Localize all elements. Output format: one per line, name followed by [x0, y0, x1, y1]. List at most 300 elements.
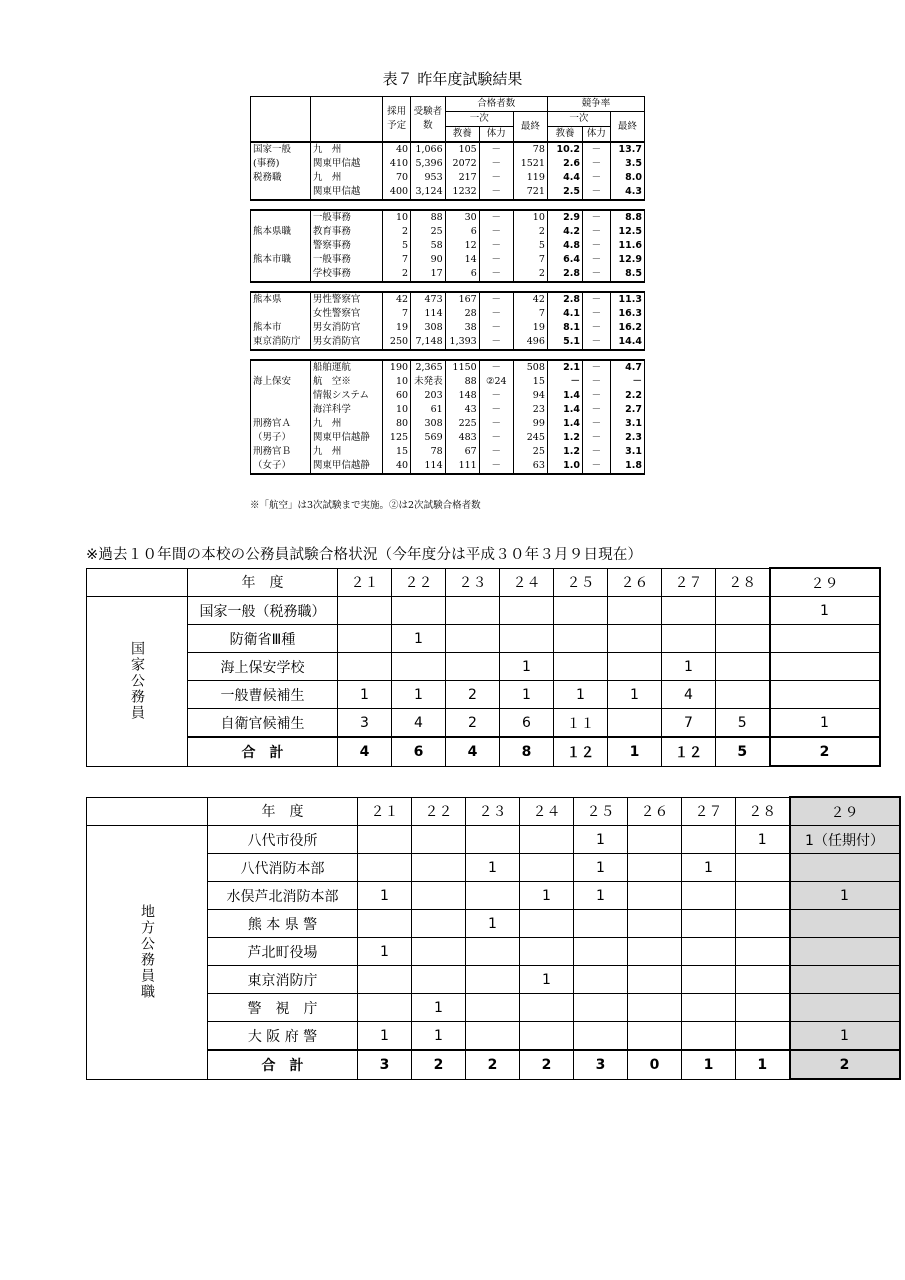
- table-row: [251, 321, 645, 335]
- table-row: [87, 709, 880, 738]
- count-cell: [736, 938, 790, 966]
- cell-e: 17: [411, 267, 446, 282]
- cell-c2: －: [583, 403, 611, 417]
- cell-p2: －: [479, 157, 513, 171]
- year-header-cell: ２８: [716, 568, 770, 597]
- count-cell: [716, 597, 770, 625]
- year-header-cell: ２７: [662, 568, 716, 597]
- cell-p2: －: [479, 142, 513, 157]
- count-cell: [466, 882, 520, 910]
- year-label: 年 度: [188, 568, 338, 597]
- table-row: [87, 966, 900, 994]
- cell-c1: 2.6: [547, 157, 582, 171]
- table-row: [251, 142, 645, 157]
- cell-pf: 23: [513, 403, 547, 417]
- cell-a: 40: [383, 142, 411, 157]
- cell-p2: －: [479, 292, 513, 307]
- table-row: [87, 653, 880, 681]
- total-cell: 1: [736, 1050, 790, 1079]
- cell-pf: 7: [513, 253, 547, 267]
- row-region-label: 船舶運航: [310, 360, 382, 375]
- cell-cf: 8.5: [610, 267, 644, 282]
- cell-cf: 2.2: [610, 389, 644, 403]
- count-cell: [574, 938, 628, 966]
- count-cell: [554, 625, 608, 653]
- count-cell: [412, 938, 466, 966]
- row-name: 国家一般（税務職）: [188, 597, 338, 625]
- cell-e: 308: [411, 417, 446, 431]
- group-gap: [251, 200, 645, 210]
- cell-cf: 4.3: [610, 185, 644, 200]
- cell-cf: 2.7: [610, 403, 644, 417]
- count-cell: [736, 994, 790, 1022]
- count-cell: [628, 826, 682, 854]
- count-cell: 1: [554, 681, 608, 709]
- cell-p1: 217: [445, 171, 479, 185]
- count-cell: 1: [770, 597, 880, 625]
- year-header-cell: ２５: [574, 797, 628, 826]
- count-cell: 1: [500, 681, 554, 709]
- count-cell: [446, 597, 500, 625]
- count-cell: 1: [392, 681, 446, 709]
- year-header-cell: ２７: [682, 797, 736, 826]
- table-row: [87, 681, 880, 709]
- cell-a: 410: [383, 157, 411, 171]
- cell-c2: －: [583, 225, 611, 239]
- cell-p1: 111: [445, 459, 479, 474]
- count-cell: [358, 826, 412, 854]
- cell-pf: 2: [513, 267, 547, 282]
- year-label: 年 度: [208, 797, 358, 826]
- cell-pf: 2: [513, 225, 547, 239]
- header-comp: 競争率: [547, 97, 644, 112]
- count-cell: [608, 625, 662, 653]
- cell-e: 114: [411, 307, 446, 321]
- cell-a: 60: [383, 389, 411, 403]
- count-cell: 1: [412, 1022, 466, 1051]
- count-cell: [608, 709, 662, 738]
- cell-c1: 4.1: [547, 307, 582, 321]
- cell-a: 19: [383, 321, 411, 335]
- cell-c2: －: [583, 417, 611, 431]
- cell-cf: 16.3: [610, 307, 644, 321]
- row-region-label: 一般事務: [310, 253, 382, 267]
- year-header-cell: ２６: [608, 568, 662, 597]
- gap-cell: [251, 200, 645, 210]
- header-first: 一次: [445, 112, 513, 127]
- table-row: [87, 826, 900, 854]
- cell-c1: 2.1: [547, 360, 582, 375]
- cell-p2: －: [479, 307, 513, 321]
- cell-c2: －: [583, 267, 611, 282]
- count-cell: [338, 625, 392, 653]
- table-row: [251, 267, 645, 282]
- cell-c2: －: [583, 185, 611, 200]
- cell-pf: 94: [513, 389, 547, 403]
- header-phys2: 体力: [583, 127, 611, 143]
- cell-a: 80: [383, 417, 411, 431]
- row-region-label: 女性警察官: [310, 307, 382, 321]
- cell-p1: 483: [445, 431, 479, 445]
- cell-pf: 721: [513, 185, 547, 200]
- count-cell: [466, 994, 520, 1022]
- table-row: [251, 210, 645, 225]
- cell-a: 10: [383, 210, 411, 225]
- count-cell: [736, 1022, 790, 1051]
- cell-e: 25: [411, 225, 446, 239]
- cell-p1: 38: [445, 321, 479, 335]
- count-cell: 1: [412, 994, 466, 1022]
- cell-c2: －: [583, 335, 611, 350]
- cell-c1: 4.8: [547, 239, 582, 253]
- row-group-label: [251, 239, 311, 253]
- cell-c2: －: [583, 253, 611, 267]
- table-row: [251, 335, 645, 350]
- header-first2: 一次: [547, 112, 610, 127]
- total-cell: 8: [500, 737, 554, 766]
- year-header-cell: ２９: [770, 568, 880, 597]
- cell-a: 7: [383, 253, 411, 267]
- count-cell: [628, 938, 682, 966]
- table-row: [251, 157, 645, 171]
- row-name: 水俣芦北消防本部: [208, 882, 358, 910]
- cell-pf: 1521: [513, 157, 547, 171]
- total-cell: 1: [608, 737, 662, 766]
- count-cell: [682, 882, 736, 910]
- count-cell: [520, 1022, 574, 1051]
- count-cell: [574, 910, 628, 938]
- count-cell: 1: [662, 653, 716, 681]
- cell-p1: 67: [445, 445, 479, 459]
- year-header-cell: ２３: [466, 797, 520, 826]
- count-cell: [628, 1022, 682, 1051]
- row-group-label: [251, 307, 311, 321]
- table-row: [251, 171, 645, 185]
- count-cell: 2: [446, 681, 500, 709]
- total-cell: 2: [520, 1050, 574, 1079]
- local-exam-table: [86, 796, 901, 1080]
- count-cell: [628, 854, 682, 882]
- count-cell: [736, 910, 790, 938]
- count-cell: [358, 854, 412, 882]
- cell-p1: 2072: [445, 157, 479, 171]
- cell-c1: 1.4: [547, 403, 582, 417]
- row-name: 警 視 庁: [208, 994, 358, 1022]
- cell-c1: 1.2: [547, 445, 582, 459]
- count-cell: 1: [500, 653, 554, 681]
- count-cell: [682, 994, 736, 1022]
- count-cell: 3: [338, 709, 392, 738]
- count-cell: [608, 653, 662, 681]
- count-cell: [736, 882, 790, 910]
- cell-p2: －: [479, 267, 513, 282]
- count-cell: 1: [736, 826, 790, 854]
- cell-a: 15: [383, 445, 411, 459]
- count-cell: 1: [574, 882, 628, 910]
- cell-a: 42: [383, 292, 411, 307]
- cell-p2: －: [479, 210, 513, 225]
- cell-a: 250: [383, 335, 411, 350]
- count-cell: [554, 653, 608, 681]
- header-final2: 最終: [610, 112, 644, 143]
- total-cell: 2: [790, 1050, 900, 1079]
- cell-c2: －: [583, 292, 611, 307]
- count-cell: [770, 681, 880, 709]
- total-cell: 2: [412, 1050, 466, 1079]
- year-header-cell: ２４: [500, 568, 554, 597]
- group-label: 国家公務員: [87, 597, 188, 767]
- table-row: [87, 1022, 900, 1051]
- count-cell: [628, 882, 682, 910]
- row-name: 芦北町役場: [208, 938, 358, 966]
- table-row: [251, 185, 645, 200]
- count-cell: [790, 994, 900, 1022]
- count-cell: １１: [554, 709, 608, 738]
- count-cell: 1: [790, 1022, 900, 1051]
- row-name: 防衛省Ⅲ種: [188, 625, 338, 653]
- row-name: 熊 本 県 警: [208, 910, 358, 938]
- header-blank: [251, 97, 311, 143]
- year-header-cell: ２２: [392, 568, 446, 597]
- cell-pf: 496: [513, 335, 547, 350]
- count-cell: 1: [574, 826, 628, 854]
- count-cell: 1: [358, 882, 412, 910]
- cell-a: 2: [383, 225, 411, 239]
- cell-pf: 119: [513, 171, 547, 185]
- count-cell: [500, 625, 554, 653]
- table-row: [87, 882, 900, 910]
- table-row: [87, 938, 900, 966]
- count-cell: 1: [520, 882, 574, 910]
- cell-p1: 14: [445, 253, 479, 267]
- cell-p2: －: [479, 335, 513, 350]
- cell-e: 953: [411, 171, 446, 185]
- row-name: 大 阪 府 警: [208, 1022, 358, 1051]
- count-cell: 6: [500, 709, 554, 738]
- year-header-row: [87, 797, 900, 826]
- row-region-label: 男女消防官: [310, 335, 382, 350]
- count-cell: 1: [358, 1022, 412, 1051]
- row-name: 海上保安学校: [188, 653, 338, 681]
- year-header-cell: ２９: [790, 797, 900, 826]
- count-cell: 1: [338, 681, 392, 709]
- count-cell: [662, 625, 716, 653]
- row-region-label: 教育事務: [310, 225, 382, 239]
- cell-e: 78: [411, 445, 446, 459]
- cell-a: 125: [383, 431, 411, 445]
- row-region-label: 情報システム: [310, 389, 382, 403]
- total-cell: 4: [338, 737, 392, 766]
- cell-p2: －: [479, 459, 513, 474]
- cell-p2: －: [479, 239, 513, 253]
- row-group-label: [251, 403, 311, 417]
- table-row: [251, 307, 645, 321]
- header-blank-2: [310, 97, 382, 143]
- table-row: [251, 459, 645, 474]
- count-cell: 1: [392, 625, 446, 653]
- total-cell: 0: [628, 1050, 682, 1079]
- cell-c1: 1.0: [547, 459, 582, 474]
- header-phys: 体力: [479, 127, 513, 143]
- count-cell: 1: [358, 938, 412, 966]
- count-cell: [466, 938, 520, 966]
- cell-cf: 4.7: [610, 360, 644, 375]
- cell-e: 未発表: [411, 375, 446, 389]
- cell-p2: －: [479, 185, 513, 200]
- gap-cell: [251, 282, 645, 292]
- count-cell: [520, 910, 574, 938]
- cell-e: 114: [411, 459, 446, 474]
- count-cell: [770, 625, 880, 653]
- row-region-label: 関東甲信越静: [310, 459, 382, 474]
- total-label: 合 計: [188, 737, 338, 766]
- count-cell: [790, 910, 900, 938]
- table-row: [251, 253, 645, 267]
- count-cell: [446, 625, 500, 653]
- cell-a: 40: [383, 459, 411, 474]
- table-row: [251, 445, 645, 459]
- total-cell: 2: [770, 737, 880, 766]
- cell-cf: 1.8: [610, 459, 644, 474]
- cell-pf: 508: [513, 360, 547, 375]
- count-cell: 1: [790, 882, 900, 910]
- cell-e: 1,066: [411, 142, 446, 157]
- gap-cell: [251, 350, 645, 360]
- cell-cf: 3.1: [610, 417, 644, 431]
- count-cell: [412, 910, 466, 938]
- total-cell: 6: [392, 737, 446, 766]
- count-cell: [338, 597, 392, 625]
- count-cell: 7: [662, 709, 716, 738]
- cell-cf: 8.8: [610, 210, 644, 225]
- row-region-label: 男性警察官: [310, 292, 382, 307]
- cell-pf: 78: [513, 142, 547, 157]
- cell-p1: 167: [445, 292, 479, 307]
- row-group-label: 税務職: [251, 171, 311, 185]
- cell-cf: 16.2: [610, 321, 644, 335]
- table-row: [251, 239, 645, 253]
- cell-a: 190: [383, 360, 411, 375]
- cell-pf: 5: [513, 239, 547, 253]
- row-group-label: [251, 210, 311, 225]
- cell-c2: －: [583, 171, 611, 185]
- count-cell: [682, 910, 736, 938]
- table7-note: ※「航空」は3次試験まで実施。②は2次試験合格者数: [250, 500, 481, 511]
- row-name: 東京消防庁: [208, 966, 358, 994]
- cell-c1: 4.4: [547, 171, 582, 185]
- row-group-label: [251, 185, 311, 200]
- total-cell: 4: [446, 737, 500, 766]
- count-cell: [662, 597, 716, 625]
- year-header-cell: ２２: [412, 797, 466, 826]
- total-row: [87, 1050, 900, 1079]
- total-row: [87, 737, 880, 766]
- table-row: [87, 625, 880, 653]
- cell-c2: －: [583, 445, 611, 459]
- cell-a: 5: [383, 239, 411, 253]
- cell-p2: －: [479, 403, 513, 417]
- header-edu: 教養: [445, 127, 479, 143]
- cell-cf: －: [610, 375, 644, 389]
- cell-e: 2,365: [411, 360, 446, 375]
- cell-c2: －: [583, 431, 611, 445]
- row-group-label: 東京消防庁: [251, 335, 311, 350]
- count-cell: 1: [770, 709, 880, 738]
- cell-pf: 19: [513, 321, 547, 335]
- cell-cf: 11.6: [610, 239, 644, 253]
- cell-e: 88: [411, 210, 446, 225]
- cell-p1: 225: [445, 417, 479, 431]
- table-row: [251, 389, 645, 403]
- row-group-label: 刑務官Ａ: [251, 417, 311, 431]
- row-region-label: 海洋科学: [310, 403, 382, 417]
- cell-p1: 1,393: [445, 335, 479, 350]
- row-group-label: 海上保安: [251, 375, 311, 389]
- year-header-cell: ２３: [446, 568, 500, 597]
- row-group-label: [251, 360, 311, 375]
- table-row: [251, 375, 645, 389]
- cell-pf: 10: [513, 210, 547, 225]
- cell-cf: 14.4: [610, 335, 644, 350]
- count-cell: [770, 653, 880, 681]
- corner-cell: [87, 797, 208, 826]
- count-cell: 1: [466, 854, 520, 882]
- cell-pf: 99: [513, 417, 547, 431]
- row-group-label: [251, 389, 311, 403]
- cell-pf: 25: [513, 445, 547, 459]
- group-gap: [251, 282, 645, 292]
- header-edu2: 教養: [547, 127, 582, 143]
- count-cell: [412, 882, 466, 910]
- cell-pf: 245: [513, 431, 547, 445]
- count-cell: 1: [608, 681, 662, 709]
- count-cell: 4: [392, 709, 446, 738]
- cell-p1: 1150: [445, 360, 479, 375]
- count-cell: [392, 653, 446, 681]
- count-cell: [412, 854, 466, 882]
- count-cell: [736, 966, 790, 994]
- cell-p1: 43: [445, 403, 479, 417]
- row-region-label: 九 州: [310, 445, 382, 459]
- section-caption: ※過去１０年間の本校の公務員試験合格状況（今年度分は平成３０年３月９日現在）: [86, 547, 643, 563]
- row-region-label: 九 州: [310, 171, 382, 185]
- count-cell: [412, 826, 466, 854]
- cell-p2: －: [479, 171, 513, 185]
- cell-p1: 105: [445, 142, 479, 157]
- cell-cf: 13.7: [610, 142, 644, 157]
- table-row: [251, 360, 645, 375]
- row-name: 八代市役所: [208, 826, 358, 854]
- cell-e: 90: [411, 253, 446, 267]
- cell-p1: 30: [445, 210, 479, 225]
- row-name: 一般曹候補生: [188, 681, 338, 709]
- row-region-label: 九 州: [310, 142, 382, 157]
- row-group-label: 熊本県: [251, 292, 311, 307]
- count-cell: 1: [466, 910, 520, 938]
- row-name: 自衛官候補生: [188, 709, 338, 738]
- count-cell: [608, 597, 662, 625]
- count-cell: [500, 597, 554, 625]
- cell-c2: －: [583, 307, 611, 321]
- cell-c1: 1.4: [547, 417, 582, 431]
- cell-p1: 1232: [445, 185, 479, 200]
- count-cell: [466, 1022, 520, 1051]
- group-gap: [251, 350, 645, 360]
- count-cell: 1: [520, 966, 574, 994]
- cell-e: 58: [411, 239, 446, 253]
- row-group-label: （女子）: [251, 459, 311, 474]
- count-cell: [520, 994, 574, 1022]
